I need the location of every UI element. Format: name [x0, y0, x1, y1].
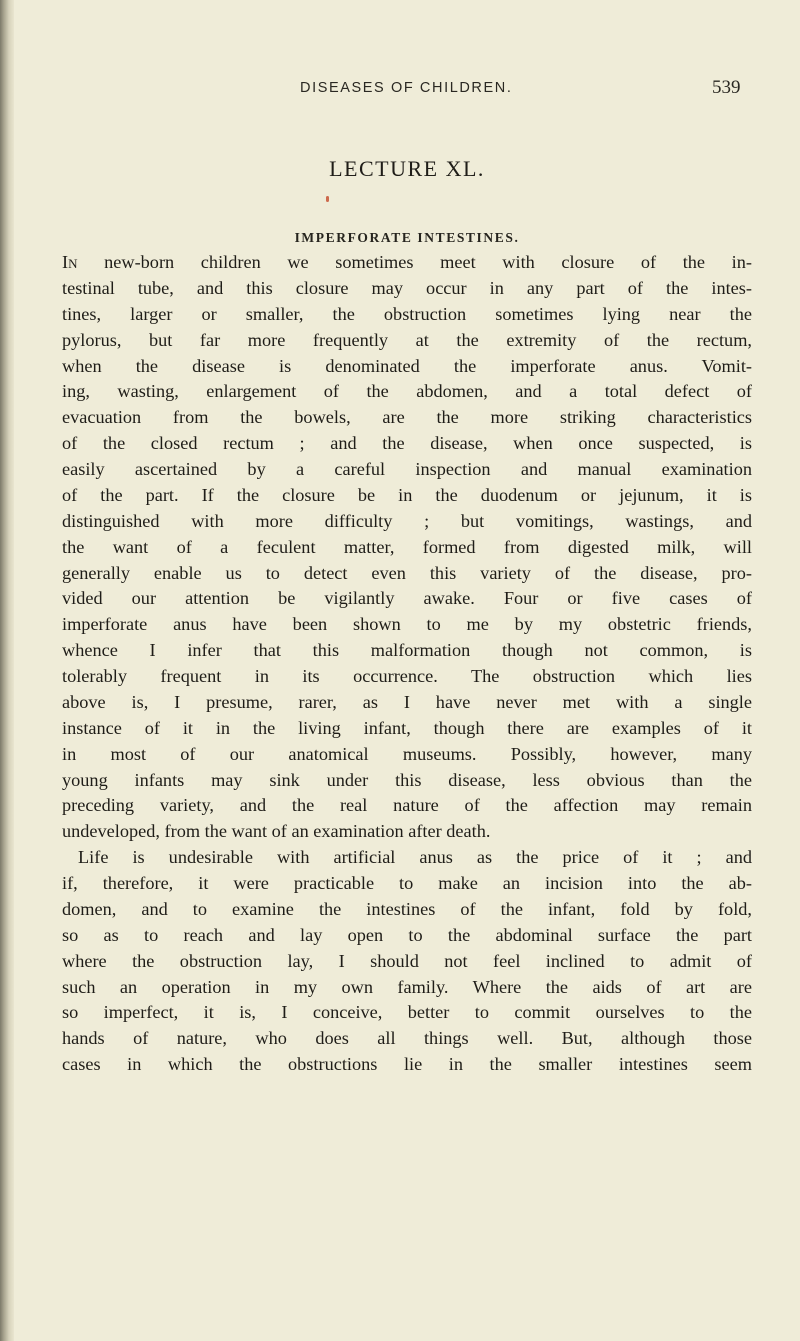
running-head: DISEASES OF CHILDREN.: [300, 80, 513, 96]
text-line: undeveloped, from the want of an examination after death.: [62, 821, 491, 842]
text-line: of the closed rectum ; and the disease, when once suspected, is: [62, 433, 752, 454]
text-line: of the part. If the closure be in the duodenum or jejunum, it is: [62, 484, 752, 505]
text-line: domen, and to examine the intestines of the infant, fold by fold,: [62, 898, 752, 919]
text-line: whence I infer that this malformation though not common, is: [62, 640, 752, 661]
text-line: tolerably frequent in its occurrence. The obstruction which lies: [62, 666, 752, 686]
text-line: preceding variety, and the real nature of the affection may remain: [62, 795, 752, 816]
text-line: Life is undesirable with artificial anus as the price of it ; and: [78, 847, 752, 868]
page-edge: [0, 0, 14, 1341]
text-line: so as to reach and lay open to the abdominal surface the part: [62, 924, 752, 945]
text-line: cases in which the obstructions lie in the smaller intestines seem: [62, 1054, 752, 1075]
lecture-title: LECTURE XL.: [329, 156, 485, 181]
text-line: instance of it in the living infant, though there are examples of it: [62, 717, 752, 738]
text-line: vided our attention be vigilantly awake. Four or five cases of: [62, 588, 752, 609]
book-page: [14, 0, 800, 1341]
text-line: tines, larger or smaller, the obstruction sometimes lying near the: [62, 303, 752, 324]
text-line: hands of nature, who does all things well. But, although those: [62, 1028, 752, 1049]
page-number: 539: [712, 77, 741, 98]
text-line: above is, I presume, rarer, as I have never met with a single: [62, 691, 752, 712]
drop-word: In: [62, 252, 78, 272]
text-line: where the obstruction lay, I should not feel inclined to admit of: [62, 950, 752, 971]
text-line: so imperfect, it is, I conceive, better to commit ourselves to the: [62, 1002, 752, 1023]
ink-spot: [326, 196, 329, 202]
text-line: if, therefore, it were practicable to make an incision into the ab-: [62, 873, 752, 893]
text-line: when the disease is denominated the imperforate anus. Vomit-: [62, 355, 752, 376]
text-line: in most of our anatomical museums. Possibly, however, many: [62, 743, 752, 764]
text-line: imperforate anus have been shown to me by my obstetric friends,: [62, 614, 752, 635]
text-line: ing, wasting, enlargement of the abdomen, and a total defect of: [62, 381, 752, 402]
text-line: In new-born children we sometimes meet with closure of the in-: [62, 252, 752, 272]
section-title: IMPERFORATE INTESTINES.: [294, 230, 520, 245]
text-line: young infants may sink under this disease, less obvious than the: [62, 769, 752, 790]
text-line: such an operation in my own family. Where the aids of art are: [62, 976, 752, 997]
text-line: the want of a feculent matter, formed from digested milk, will: [62, 536, 752, 557]
text-line: pylorus, but far more frequently at the extremity of the rectum,: [62, 329, 752, 350]
text-line: distinguished with more difficulty ; but vomitings, wastings, and: [62, 510, 752, 531]
text-line: testinal tube, and this closure may occur in any part of the intes-: [62, 277, 752, 298]
text-line: easily ascertained by a careful inspection and manual examination: [62, 459, 752, 479]
body-text: [62, 250, 752, 1078]
text-line: evacuation from the bowels, are the more striking characteristics: [62, 407, 752, 428]
text-line: generally enable us to detect even this variety of the disease, pro-: [62, 562, 752, 583]
